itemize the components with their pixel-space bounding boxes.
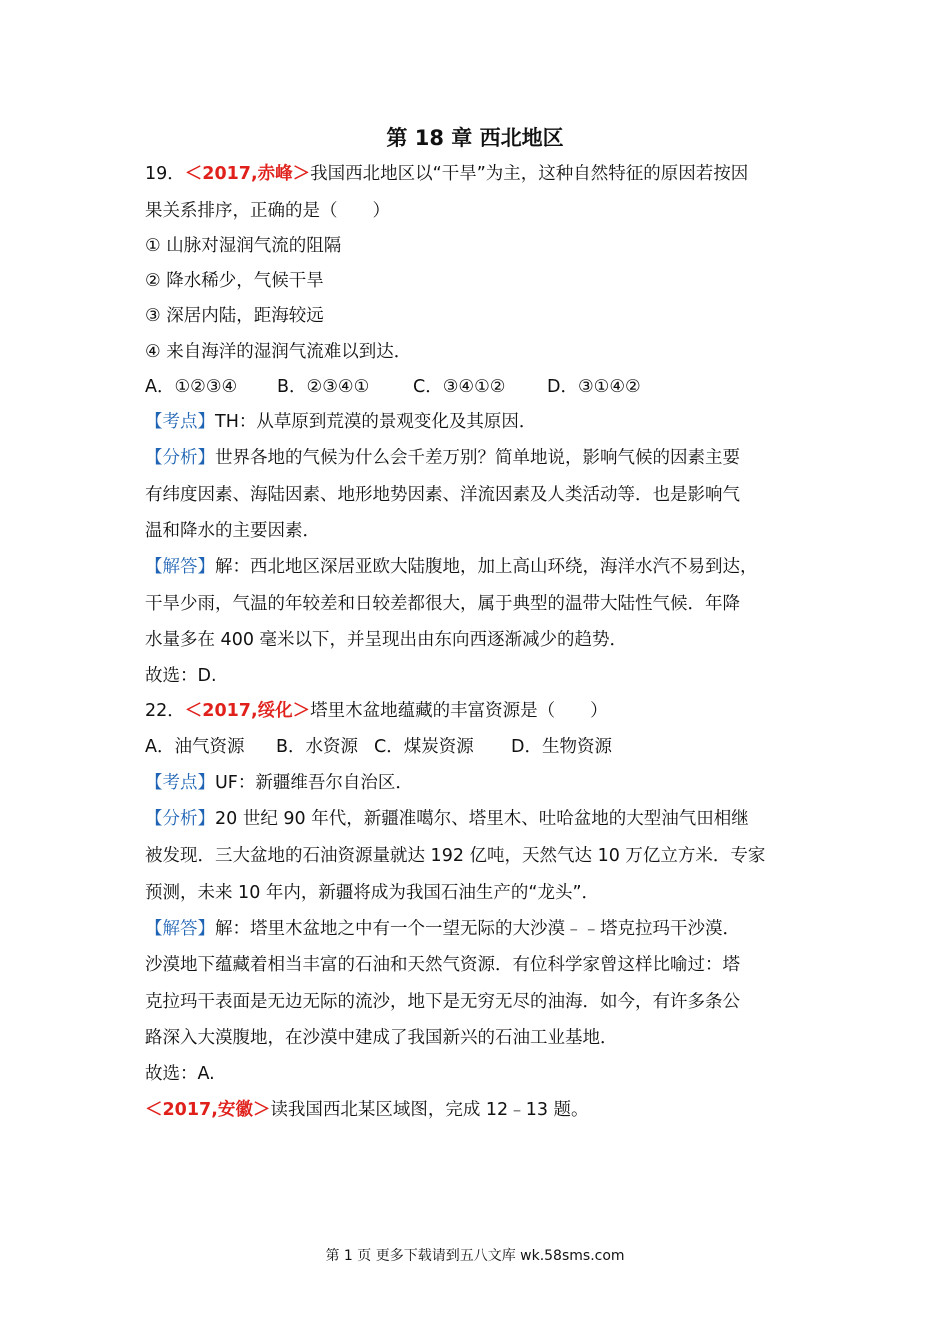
q19-item-3: ③ 深居内陆，距海较远: [145, 306, 324, 326]
q19-jieda-line-3: 水量多在 400 毫米以下，并呈现出由东向西逐渐减少的趋势．: [145, 630, 628, 650]
q12-source: ＜2017,安徽＞: [145, 1100, 271, 1120]
q22-jieda-line-4: 路深入大漠腹地，在沙漠中建成了我国新兴的石油工业基地．: [145, 1028, 618, 1048]
q19-jieda-line-2: 干旱少雨，气温的年较差和日较差都很大，属于典型的温带大陆性气候．年降: [145, 594, 740, 614]
q19-stem-line-1: [145, 162, 748, 186]
q19-fenxi-text-1: 世界各地的气候为什么会千差万别？简单地说，影响气候的因素主要: [215, 448, 740, 468]
q22-jieda-text-1: 解：塔里木盆地之中有一个一望无际的大沙漠﹣﹣塔克拉玛干沙漠．: [215, 919, 740, 939]
q19-jieda-line-1: [145, 555, 758, 579]
q22-option-d: D．生物资源: [511, 737, 612, 757]
q19-kaodian: [145, 410, 536, 434]
q19-option-c: C．③④①②: [413, 377, 506, 397]
q19-fenxi-line-1: [145, 446, 740, 470]
q22-option-a: A．油气资源: [145, 737, 245, 757]
q19-kaodian-text: TH：从草原到荒漠的景观变化及其原因．: [215, 412, 537, 432]
q19-stem-line-2: 果关系排序，正确的是（ ）: [145, 201, 390, 221]
q19-answer: 故选：D.: [145, 666, 217, 686]
q22-jieda-label: 【解答】: [145, 919, 215, 939]
q19-fenxi-label: 【分析】: [145, 448, 215, 468]
q22-stem-text: 塔里木盆地蕴藏的丰富资源是（ ）: [310, 701, 608, 721]
q19-kaodian-label: 【考点】: [145, 412, 215, 432]
q22-kaodian-text: UF：新疆维吾尔自治区．: [215, 773, 413, 793]
page-footer: 第 1 页 更多下载请到五八文库 wk.58sms.com: [325, 1248, 625, 1264]
q22-kaodian-label: 【考点】: [145, 773, 215, 793]
q19-option-d: D．③①④②: [547, 377, 641, 397]
q19-option-a: A．①②③④: [145, 377, 238, 397]
q22-kaodian: [145, 771, 413, 795]
q22-jieda-line-2: 沙漠地下蕴藏着相当丰富的石油和天然气资源．有位科学家曾这样比喻过：塔: [145, 955, 740, 975]
q19-item-2: ② 降水稀少，气候干旱: [145, 271, 324, 291]
q22-fenxi-line-2: 被发现．三大盆地的石油资源量就达 192 亿吨，天然气达 10 万亿立方米．专家: [145, 846, 766, 866]
q22-stem: [145, 699, 608, 723]
q12-stem: 读我国西北某区域图，完成 12﹣13 题。: [270, 1100, 589, 1120]
q19-item-1: ① 山脉对湿润气流的阻隔: [145, 236, 342, 256]
q22-fenxi-label: 【分析】: [145, 809, 215, 829]
q12-intro: [145, 1098, 589, 1122]
q22-fenxi-text-1: 20 世纪 90 年代，新疆准噶尔、塔里木、吐哈盆地的大型油气田相继: [215, 809, 749, 829]
q19-fenxi-line-2: 有纬度因素、海陆因素、地形地势因素、洋流因素及人类活动等．也是影响气: [145, 485, 740, 505]
q22-jieda-line-3: 克拉玛干表面是无边无际的流沙，地下是无穷无尽的油海．如今，有许多条公: [145, 992, 740, 1012]
q19-jieda-text-1: 解：西北地区深居亚欧大陆腹地，加上高山环绕，海洋水汽不易到达，: [215, 557, 758, 577]
q19-source: ＜2017,赤峰＞: [184, 164, 311, 184]
q22-source: ＜2017,绥化＞: [184, 701, 311, 721]
page-title: 第 18 章 西北地区: [386, 126, 564, 150]
q19-item-4: ④ 来自海洋的湿润气流难以到达．: [145, 342, 412, 362]
q19-option-b: B．②③④①: [277, 377, 370, 397]
q22-jieda-line-1: [145, 917, 740, 941]
q22-option-c: C．煤炭资源: [374, 737, 474, 757]
q19-fenxi-line-3: 温和降水的主要因素．: [145, 521, 320, 541]
q22-answer: 故选：A.: [145, 1064, 215, 1084]
q19-jieda-label: 【解答】: [145, 557, 215, 577]
q22-number: 22．: [145, 701, 185, 721]
q22-fenxi-line-3: 预测，未来 10 年内，新疆将成为我国石油生产的“龙头”．: [145, 883, 600, 903]
q22-option-b: B．水资源: [276, 737, 359, 757]
q19-options: [145, 375, 641, 399]
q19-number: 19．: [145, 164, 185, 184]
q19-stem-text-1: 我国西北地区以“干旱”为主，这种自然特征的原因若按因: [310, 164, 749, 184]
q22-fenxi-line-1: [145, 807, 749, 831]
q22-options: [145, 735, 612, 759]
